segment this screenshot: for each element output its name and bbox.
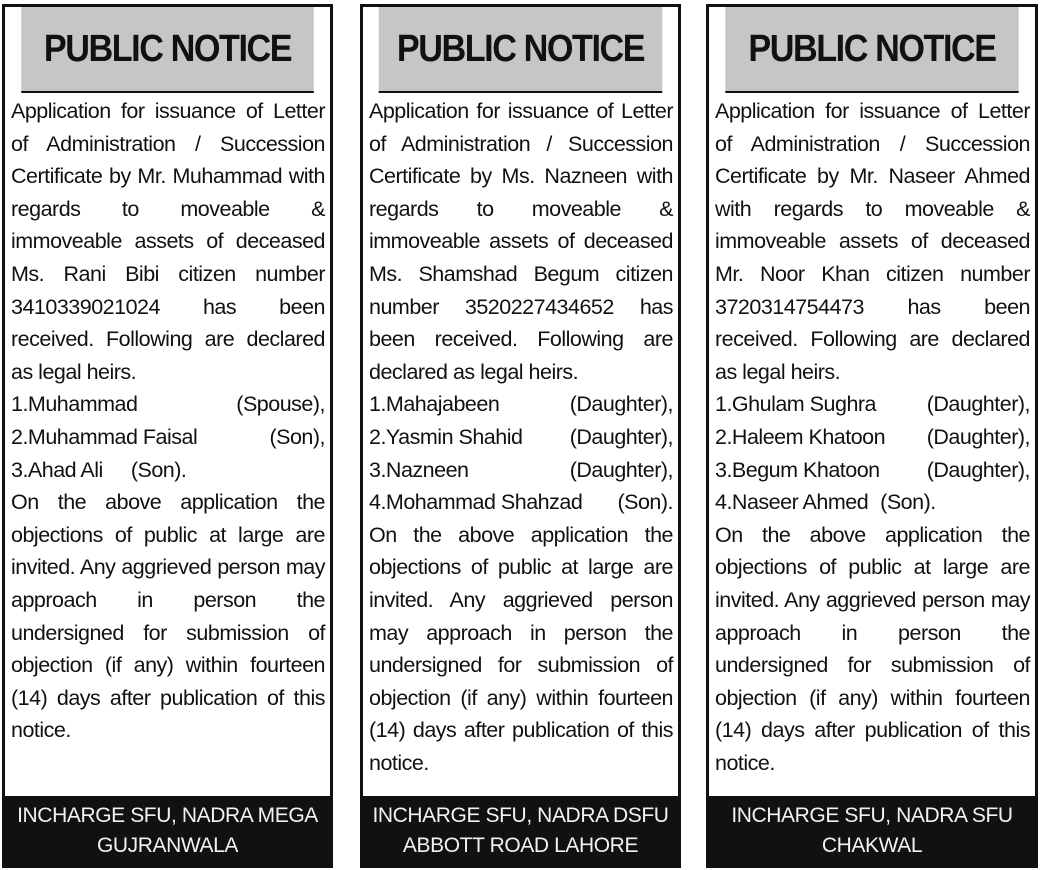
notice-body	[363, 93, 678, 796]
notice-intro: Application for issuance of Letter of Administration / Succession Certificate by Mr. Naseer Ahmed with regards to moveable & immoveable assets of deceased Mr. Noor Khan citizen number 3720314754473 has been received. Following are declared as legal heirs.	[715, 99, 1030, 384]
public-notice-1	[2, 4, 333, 868]
heir-name: 2.Muhammad Faisal	[11, 424, 198, 449]
notice-closing: On the above application the objections of public at large are invited. Any aggrieved person may approach in person the undersigned for submission of objection (if any) within fourteen (14) days after publication of this notice.	[715, 522, 1030, 775]
heir-relation: (Son).	[880, 490, 936, 515]
notice-footer	[363, 796, 678, 865]
heirs-list	[715, 388, 1030, 518]
notice-body	[709, 93, 1035, 796]
notice-intro: Application for issuance of Letter of Administration / Succession Certificate by Ms. Nazneen with regards to moveable & immoveable assets of deceased Ms. Shamshad Begum citizen number 3520227434652 has been received. Following are declared as legal heirs.	[369, 99, 673, 384]
notice-body	[5, 93, 330, 796]
heir-item	[11, 421, 325, 454]
heir-relation: (Daughter),	[926, 392, 1030, 417]
footer-office: INCHARGE SFU, NADRA MEGA	[17, 804, 318, 827]
notice-footer	[5, 796, 330, 865]
footer-location: CHAKWAL	[821, 834, 923, 857]
notice-title: PUBLIC NOTICE	[21, 7, 314, 93]
heir-item	[715, 454, 1030, 487]
heir-name: 3.Begum Khatoon	[715, 457, 880, 482]
heir-relation: (Son).	[617, 490, 673, 515]
footer-location: ABBOTT ROAD LAHORE	[402, 834, 639, 857]
heir-relation: (Daughter),	[926, 424, 1030, 449]
heir-name: 1.Ghulam Sughra	[715, 392, 877, 417]
heir-name: 1.Muhammad	[11, 392, 138, 417]
heirs-list	[369, 388, 673, 518]
heir-item	[369, 454, 673, 487]
notice-closing: On the above application the objections of public at large are invited. Any aggrieved person may approach in person the undersigned for submission of objection (if any) within fourteen (14) days after publication of this notice.	[369, 522, 673, 775]
heir-relation: (Daughter),	[569, 457, 673, 482]
heir-item	[715, 486, 1030, 519]
footer-location: GUJRANWALA	[96, 834, 239, 857]
heir-relation: (Son).	[130, 457, 187, 482]
heir-item	[11, 388, 325, 421]
notice-footer	[709, 796, 1035, 865]
heir-relation: (Spouse),	[236, 392, 325, 417]
public-notice-3	[706, 4, 1038, 868]
notice-intro: Application for issuance of Letter of Administration / Succession Certificate by Mr. Muhammad with regards to moveable & immoveable assets of deceased Ms. Rani Bibi citizen number 3410339021024 has been received. Following are declared as legal heirs.	[11, 99, 325, 384]
heir-relation: (Son),	[269, 424, 325, 449]
heirs-list	[11, 388, 325, 486]
footer-office: INCHARGE SFU, NADRA SFU	[731, 804, 1013, 827]
notice-title: PUBLIC NOTICE	[725, 7, 1018, 93]
heir-name: 2.Yasmin Shahid	[369, 424, 523, 449]
heir-item	[369, 421, 673, 454]
heir-item	[369, 486, 673, 519]
heir-item	[11, 454, 325, 487]
heir-item	[715, 421, 1030, 454]
notice-title: PUBLIC NOTICE	[379, 7, 663, 93]
heir-name: 4.Mohammad Shahzad	[369, 490, 583, 515]
footer-office: INCHARGE SFU, NADRA DSFU	[372, 804, 669, 827]
heir-relation: (Daughter),	[569, 424, 673, 449]
heir-name: 3.Ahad Ali	[11, 457, 103, 482]
notice-closing: On the above application the objections of public at large are invited. Any aggrieved person may approach in person the undersigned for submission of objection (if any) within fourteen (14) days after publication of this notice.	[11, 490, 325, 743]
heir-relation: (Daughter),	[926, 457, 1030, 482]
heir-name: 4.Naseer Ahmed	[715, 490, 869, 515]
heir-item	[369, 388, 673, 421]
public-notice-2	[360, 4, 681, 868]
heir-name: 2.Haleem Khatoon	[715, 424, 886, 449]
heir-item	[715, 388, 1030, 421]
heir-relation: (Daughter),	[569, 392, 673, 417]
heir-name: 1.Mahajabeen	[369, 392, 500, 417]
heir-name: 3.Nazneen	[369, 457, 469, 482]
